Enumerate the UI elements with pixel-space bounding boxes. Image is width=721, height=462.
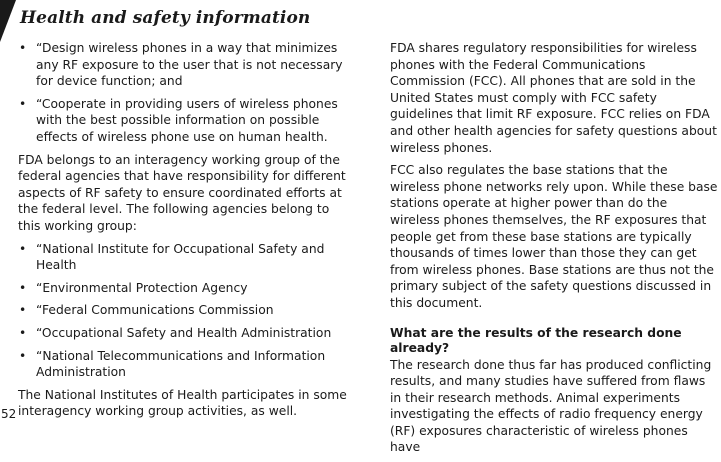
page-header-title: Health and safety information: [20, 8, 311, 28]
list-item: • “Design wireless phones in a way that minimizes any RF exposure to the user that is not necessary for device function; and: [18, 40, 353, 90]
list-item: • “Occupational Safety and Health Administration: [18, 325, 353, 342]
paragraph: FDA belongs to an interagency working group of the federal agencies that have responsibility for different aspects of RF safety to ensure coordinated efforts at the federal level. The following agencies belong to this working group:: [18, 152, 346, 233]
paragraph: The National Institutes of Health participates in some interagency working group activities, as well.: [18, 387, 347, 419]
intro-bullet-list: [18, 40, 353, 146]
page-number: 52: [1, 407, 17, 421]
paragraph: The research done thus far has produced conflicting results, and many studies have suffered from flaws in their research methods. Animal experiments investigating the effects of radio frequency energy (RF) exposures characteristic of wireless phones have: [390, 357, 712, 455]
list-item: • “National Telecommunications and Information Administration: [18, 348, 353, 381]
header-accent-bar: [0, 0, 16, 42]
agency-bullet-list: [18, 241, 353, 381]
list-item: • “Federal Communications Commission: [18, 302, 353, 319]
right-column: [390, 40, 720, 462]
section-heading: What are the results of the research done already?: [390, 325, 682, 355]
paragraph: FDA shares regulatory responsibilities for wireless phones with the Federal Communications Commission (FCC). All phones that are sold in the United States must comply with FCC safety guidelines that limit RF exposure. FCC relies on FDA and other health agencies for safety questions about wireless phones.: [390, 41, 717, 155]
paragraph: FCC also regulates the base stations that the wireless phone networks rely upon. While these base stations operate at higher power than do the wireless phones themselves, the RF exposures that people get from these base stations are typically thousands of times lower than those they can get from wireless phones. Base stations are thus not the primary subject of the safety questions discussed in this document.: [390, 163, 718, 310]
list-item: • “Environmental Protection Agency: [18, 280, 353, 297]
left-column: [18, 40, 353, 426]
list-item: • “Cooperate in providing users of wireless phones with the best possible information on possible effects of wireless phone use on human health.: [18, 96, 353, 146]
list-item: • “National Institute for Occupational Safety and Health: [18, 241, 353, 274]
